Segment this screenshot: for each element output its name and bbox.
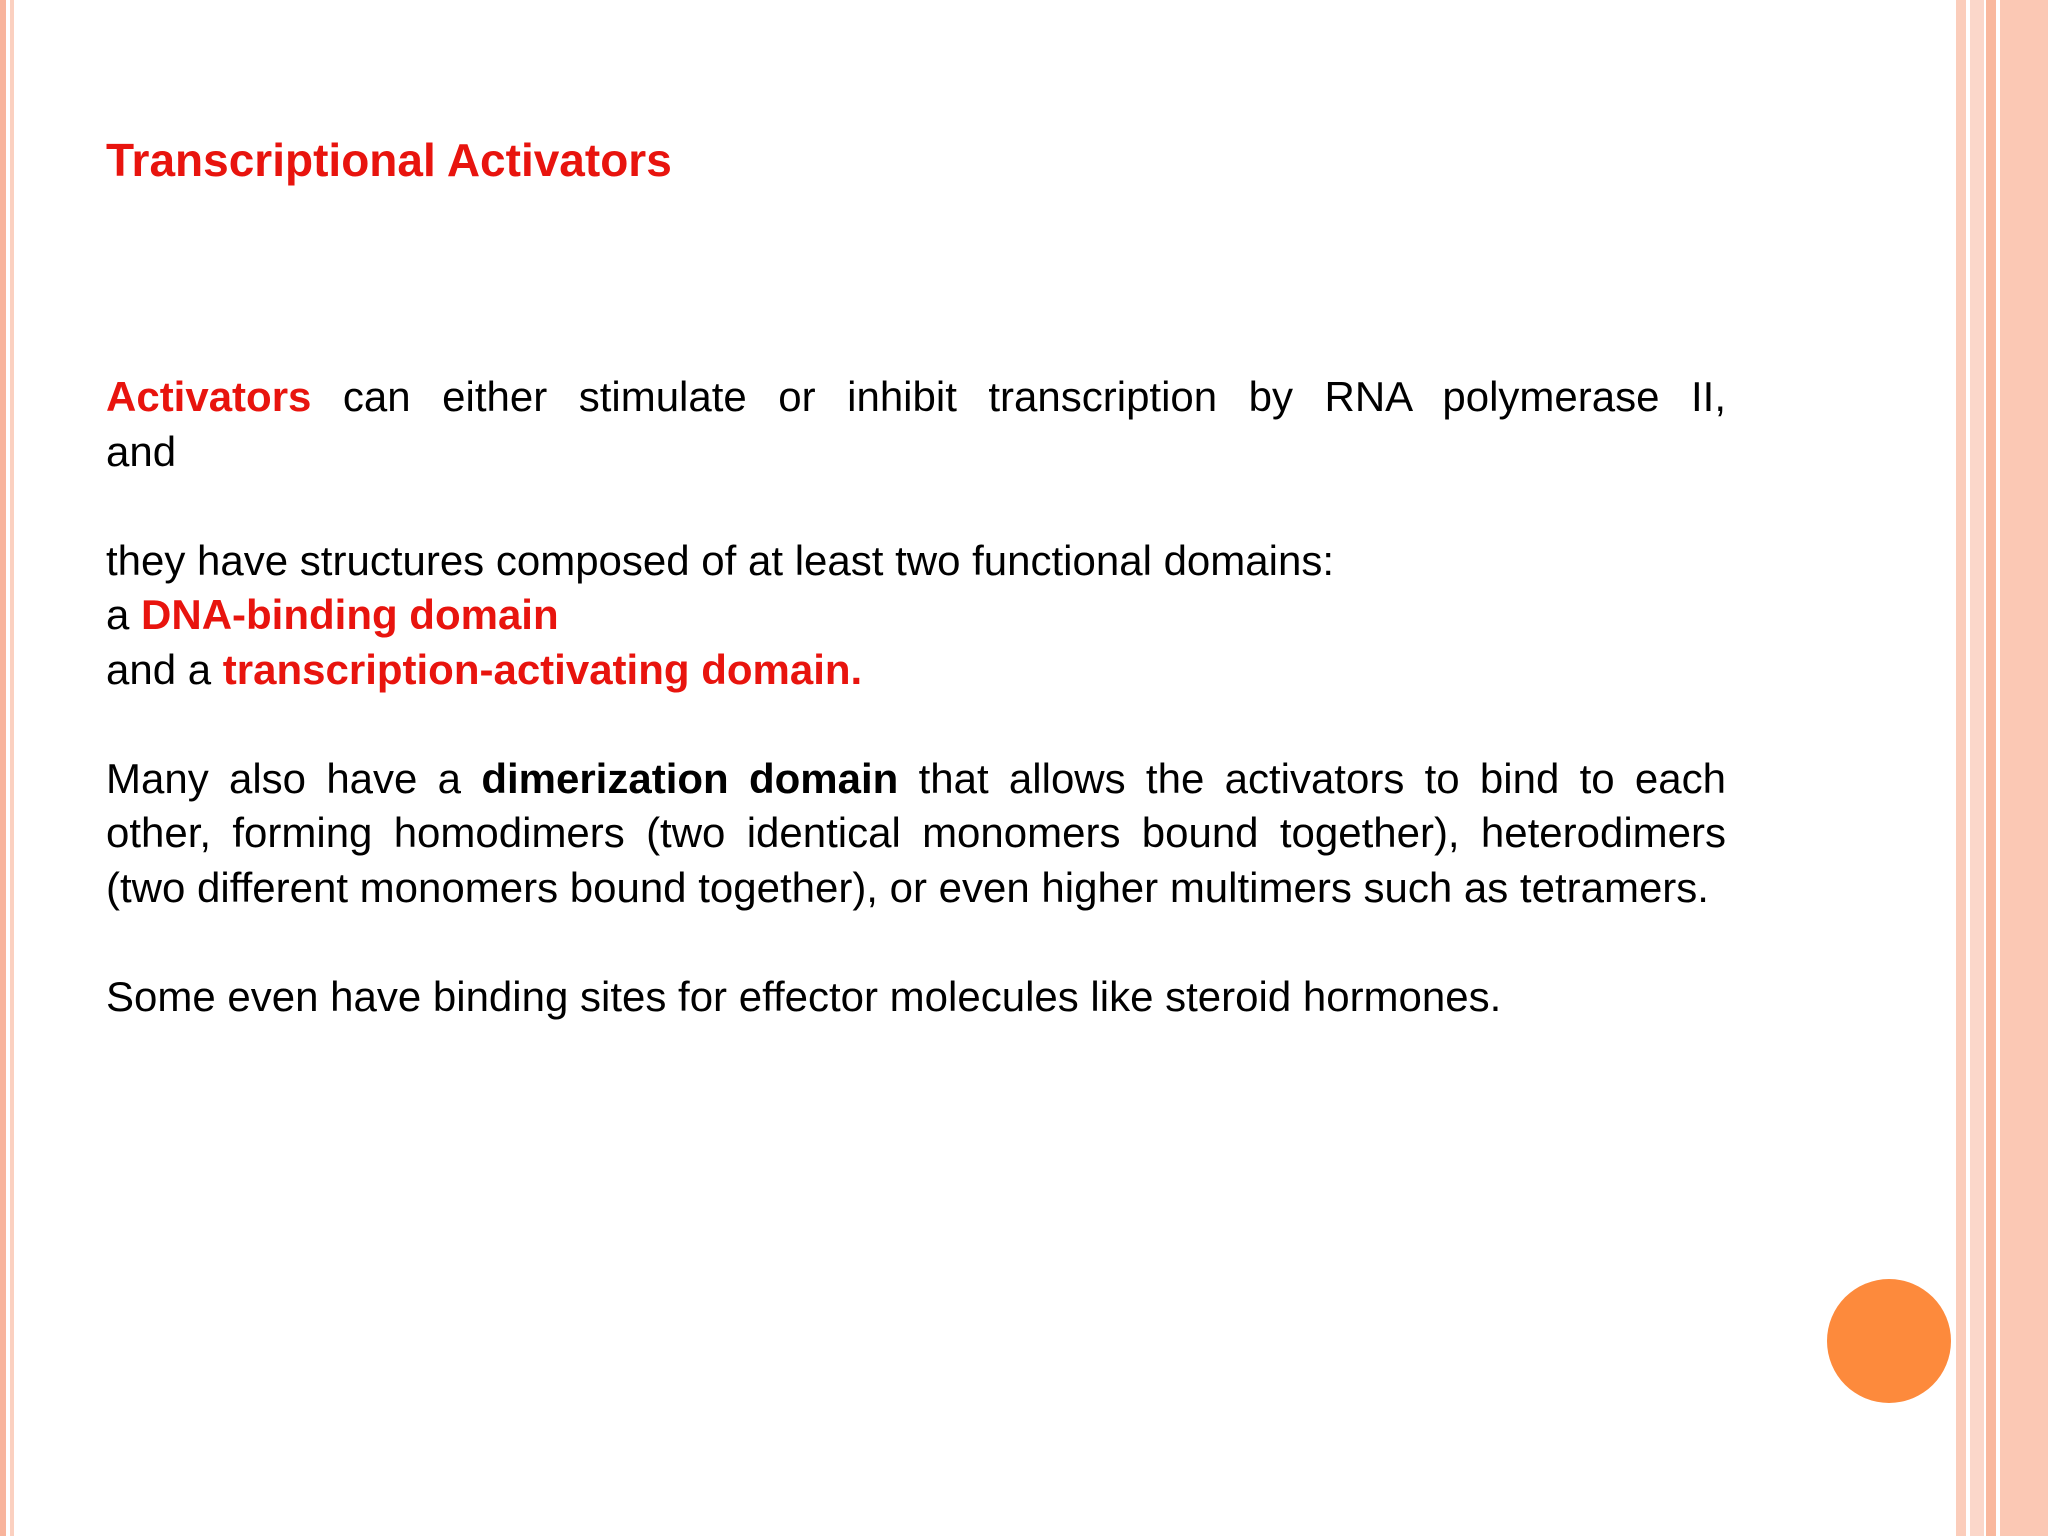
slide-title: Transcriptional Activators	[106, 134, 672, 186]
slide-body	[106, 370, 1726, 1024]
domain-line-activating	[106, 643, 1726, 698]
left-border-stripe-inner	[10, 0, 14, 1536]
paragraph-dimerization	[106, 752, 1726, 916]
domain-line-dna	[106, 588, 1726, 643]
domain-line-dna-prefix: a	[106, 591, 142, 638]
term-transcription-activating-domain: transcription-activating domain.	[222, 645, 863, 693]
decorative-circle	[1827, 1279, 1951, 1403]
paragraph-activators-text: can either stimulate or inhibit transcription by RNA polymerase II,	[311, 373, 1726, 420]
paragraph-effector: Some even have binding sites for effector molecules like steroid hormones.	[106, 972, 1502, 1020]
paragraph-domains-intro: they have structures composed of at least two functional domains:	[106, 536, 1334, 584]
paragraph-spacer	[106, 697, 1726, 752]
paragraph-spacer	[106, 915, 1726, 970]
paragraph-activators-continuation: and	[106, 427, 177, 475]
paragraph-spacer	[106, 479, 1726, 534]
paragraph-dimerization-prefix: Many also have a	[106, 754, 482, 802]
domain-line-activating-prefix: and a	[106, 645, 223, 693]
right-border-stripe	[1956, 0, 1966, 1536]
right-border-band	[2000, 0, 2048, 1536]
term-dna-binding-domain: DNA-binding domain	[141, 591, 559, 638]
left-border-stripe	[0, 0, 6, 1536]
right-border-stripe	[1970, 0, 1984, 1536]
term-dimerization-domain: dimerization domain	[481, 754, 899, 802]
term-activators: Activators	[106, 373, 312, 420]
paragraph-dimerization-suffix: that allows the activators to bind to each other, forming homodimers (two identical monomers bound together), heterodimers (two different monomers bound together), or even higher multimers such as tetramers.	[106, 754, 1726, 911]
paragraph-activators	[106, 370, 1726, 425]
right-border-stripe	[1986, 0, 1996, 1536]
